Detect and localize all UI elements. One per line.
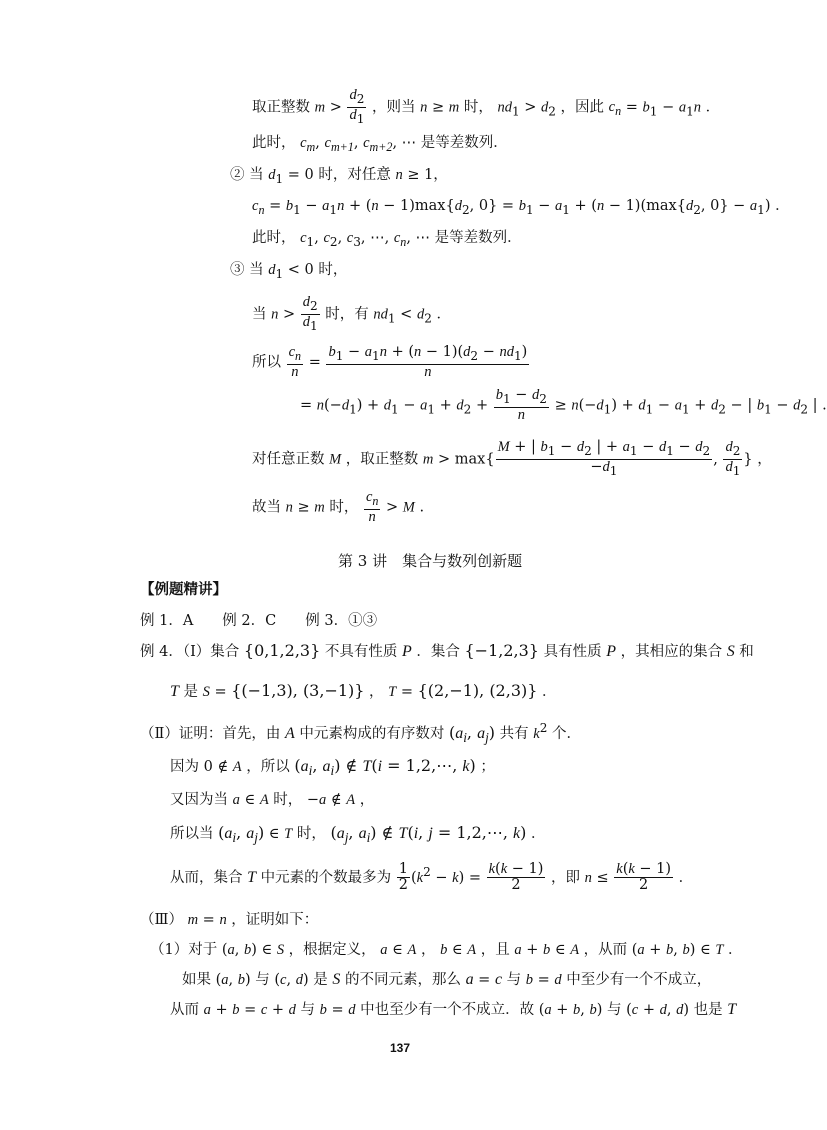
text-line-3: ② 当 $d_1 = 0$ 时，对任意 n ≥ 1， [230, 167, 448, 186]
text-line-6: ③ 当 $d_1 < 0$ 时， [230, 262, 348, 281]
text-line-7: 当 n > $\frac{d_2}{d_1}$ 时，有 $nd_1 < d_2$ ． [252, 294, 451, 333]
text-line-21: 从而，集合 T 中元素的个数最多为 $\frac{1}{2}$ $(k^2 - k)$ = $\frac{k(k - 1)}{2}$ ，即 n ≤ $\frac{k(k - 1)}{2}$ ． [170, 861, 694, 894]
text-line-8: 所以 $\frac{c_n}{n}$ = $\frac{b_1 - a_1n + (n - 1)(d_2 - nd_1)}{n}$ [252, 344, 528, 380]
text-line-2: 此时， $c_m$, $c_{m+1}$, $c_{m+2}$, ⋯ 是等差数列． [252, 135, 508, 154]
text-line-15: 例 4．（Ⅰ）集合 {0,1,2,3} 不具有性质 P ．集合 {−1,2,3} 具有性质 P ，其相应的集合 S 和 [140, 641, 754, 660]
text-line-4: $c_n = b_1 - a_1n + (n - 1)\max\{d_2$, $0\} = b_1 - a_1 + (n - 1)(\max\{d_2$, $0\} - a_1$) ． [252, 198, 790, 217]
text-line-18: 因为 0 ∉ A ，所以 ($a_i$, $a_i$) ∉ T(i = 1,2,⋯, k) ； [170, 756, 495, 779]
text-line-25: 从而 a + b = c + d 与 b = d 中也至少有一个不成立．故 (a + b, b) 与 (c + d, d) 也是 T [170, 1001, 737, 1018]
examples-header: 【例题精讲】 [140, 581, 227, 598]
text-line-20: 所以当 ($a_i$, $a_j$) ∈ T 时， ($a_j$, $a_i$) ∉ T(i, j = 1,2,⋯, k) ． [170, 823, 546, 846]
section-title: 第 3 讲 集合与数列创新题 [338, 552, 523, 570]
text-line-9: = $n(-d_1) + d_1 - a_1 + d_2$ + $\frac{b_1 - d_2}{n}$ ≥ $n(-d_1) + d_1 - a_1 + d_2$ − | $b_1 - d_2$ | . [300, 387, 827, 423]
text-line-22: （Ⅲ） m = n ，证明如下： [140, 912, 319, 928]
text-line-11: 故当 n ≥ m 时， $\frac{c_n}{n}$ > M . [252, 489, 425, 525]
text-line-10: 对任意正数 M ，取正整数 m > max{ $\frac{M + | b_1 - d_2 | + a_1 - d_1 - d_2}{-d_1}$ , $\frac{d_2}{d_1}$ } ， [252, 439, 772, 478]
text-line-24: 如果 (a, b) 与 (c, d) 是 S 的不同元素，那么 a = c 与 b = d 中至少有一个不成立， [182, 971, 712, 988]
text-line-5: 此时， $c_1$, $c_2$, $c_3$, ⋯, $c_n$, ⋯ 是等差数列． [252, 230, 522, 249]
page-number: 137 [390, 1041, 411, 1055]
text-line-23: （1）对于 (a, b) ∈ S ，根据定义， a ∈ A ， b ∈ A ，且 a + b ∈ A ，从而 (a + b, b) ∈ T ． [150, 942, 743, 958]
text-line-16: T 是 S = {(−1,3), (3,−1)} ， T = {(2,−1), (2,3)} ． [170, 681, 557, 700]
answers-line: 例 1．A 例 2．C 例 3．①③ [140, 613, 378, 629]
text-line-19: 又因为当 a ∈ A 时， −a ∉ A ， [170, 792, 375, 808]
text-line-1: 取正整数 m > $\frac{d_2}{d_1}$ ，则当 n ≥ m 时， $nd_1 > d_2$ ，因此 $c_n = b_1 - a_1n$ ． [252, 87, 721, 126]
text-line-17: （Ⅱ）证明：首先，由 A 中元素构成的有序数对 ($a_i$, $a_j$) 共有 $k^2$ 个． [140, 721, 581, 746]
